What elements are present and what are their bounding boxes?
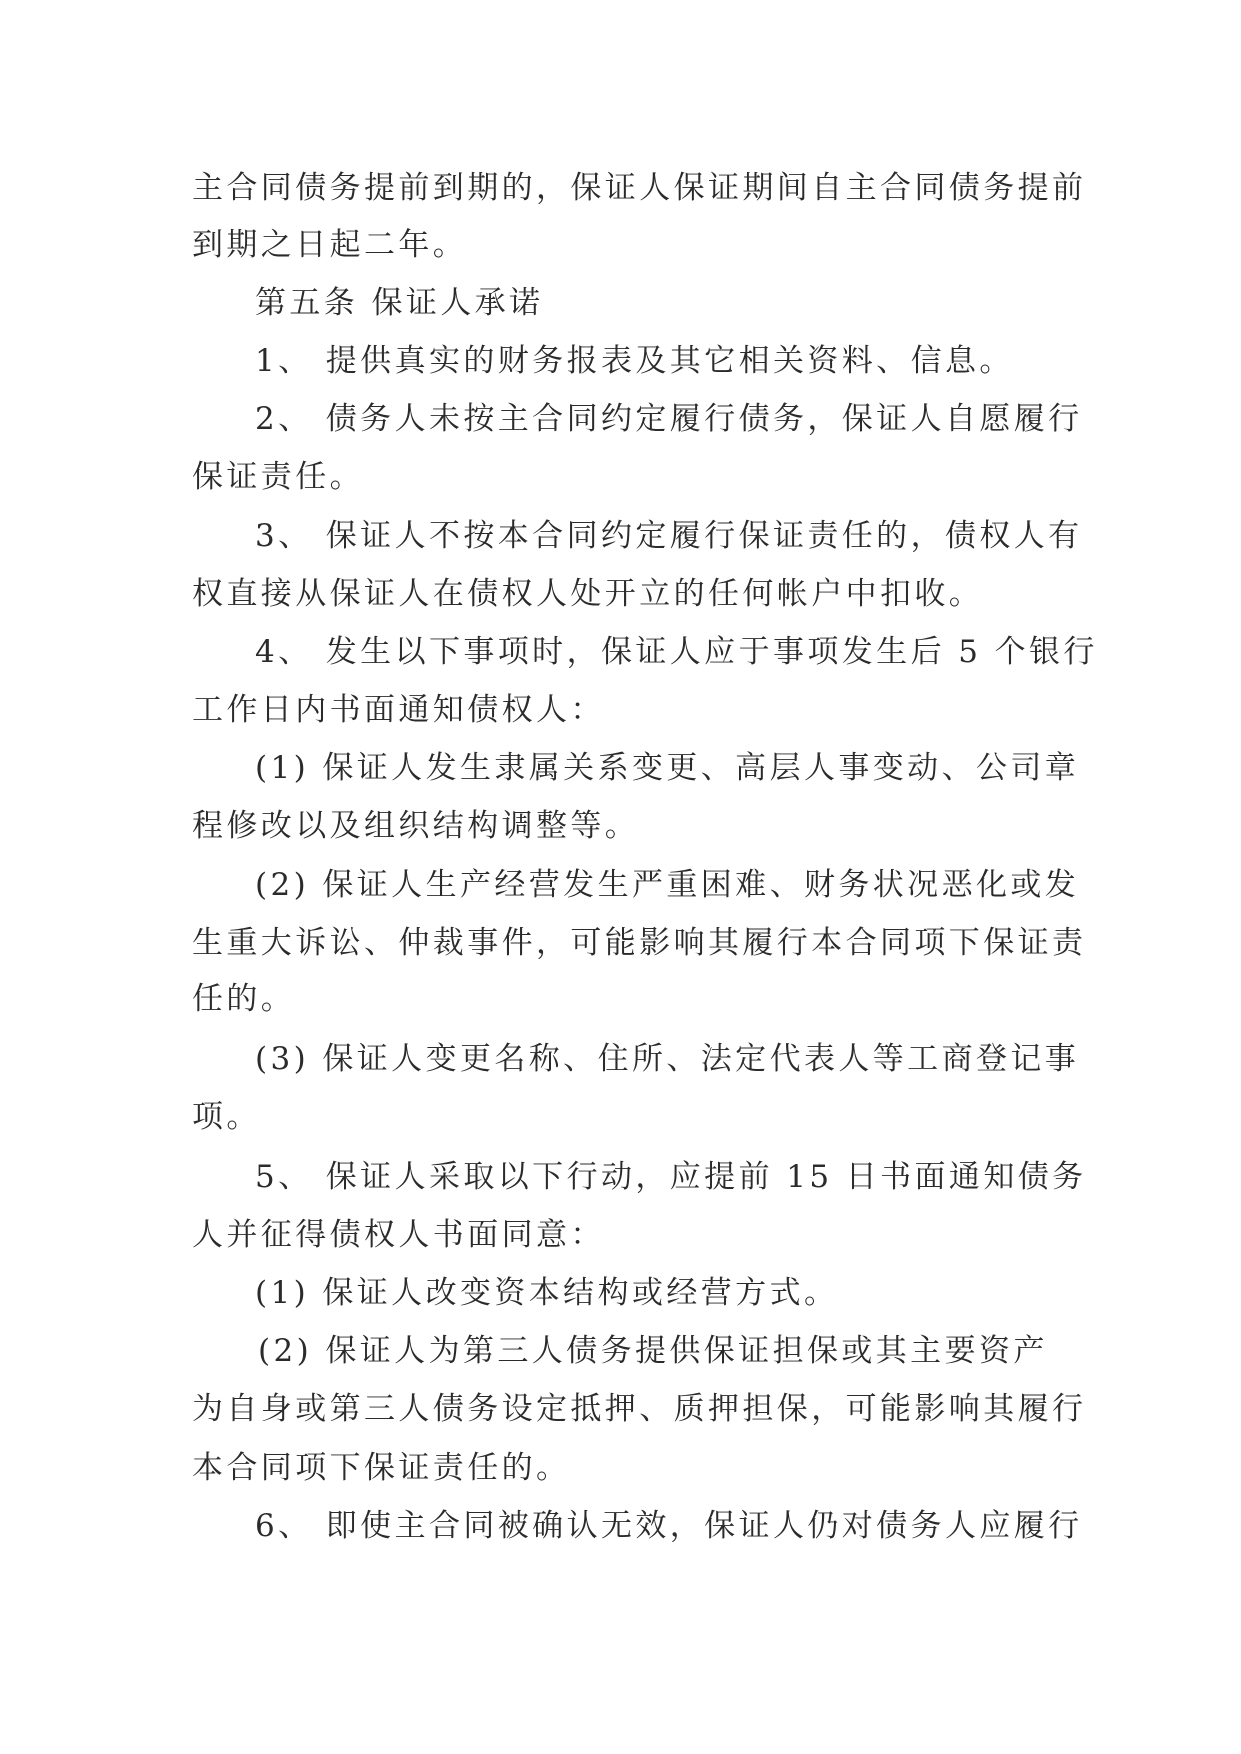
text-line: 权直接从保证人在债权人处开立的任何帐户中扣收。: [192, 576, 984, 612]
text-line: 5、 保证人采取以下行动，应提前 15 日书面通知债务: [255, 1159, 1087, 1195]
text-line: (1) 保证人改变资本结构或经营方式。: [255, 1275, 839, 1311]
text-line: 到期之日起二年。: [192, 227, 468, 263]
text-line: (3) 保证人变更名称、住所、法定代表人等工商登记事: [255, 1041, 1080, 1077]
text-line: 1、 提供真实的财务报表及其它相关资料、信息。: [255, 343, 1014, 379]
text-line: (2) 保证人为第三人债务提供保证担保或其主要资产: [258, 1333, 1048, 1369]
text-line: 项。: [192, 1099, 261, 1135]
text-line: 工作日内书面通知债权人：: [192, 692, 605, 728]
text-line: 为自身或第三人债务设定抵押、质押担保，可能影响其履行: [192, 1391, 1087, 1427]
text-line: 3、 保证人不按本合同约定履行保证责任的，债权人有: [255, 518, 1083, 554]
text-line: (2) 保证人生产经营发生严重困难、财务状况恶化或发: [255, 867, 1080, 903]
text-line: 主合同债务提前到期的，保证人保证期间自主合同债务提前: [192, 170, 1087, 206]
text-line: 人并征得债权人书面同意：: [192, 1217, 605, 1253]
article-heading: 第五条 保证人承诺: [255, 285, 544, 321]
text-line: 任的。: [192, 981, 296, 1017]
text-line: 保证责任。: [192, 459, 364, 495]
text-line: 生重大诉讼、仲裁事件，可能影响其履行本合同项下保证责: [192, 925, 1087, 961]
text-line: 4、 发生以下事项时，保证人应于事项发生后 5 个银行: [255, 634, 1098, 670]
text-line: 本合同项下保证责任的。: [192, 1450, 571, 1486]
text-line: 2、 债务人未按主合同约定履行债务，保证人自愿履行: [255, 401, 1083, 437]
text-line: 程修改以及组织结构调整等。: [192, 808, 640, 844]
text-line: (1) 保证人发生隶属关系变更、高层人事变动、公司章: [255, 750, 1080, 786]
text-line: 6、 即使主合同被确认无效，保证人仍对债务人应履行: [255, 1508, 1083, 1544]
